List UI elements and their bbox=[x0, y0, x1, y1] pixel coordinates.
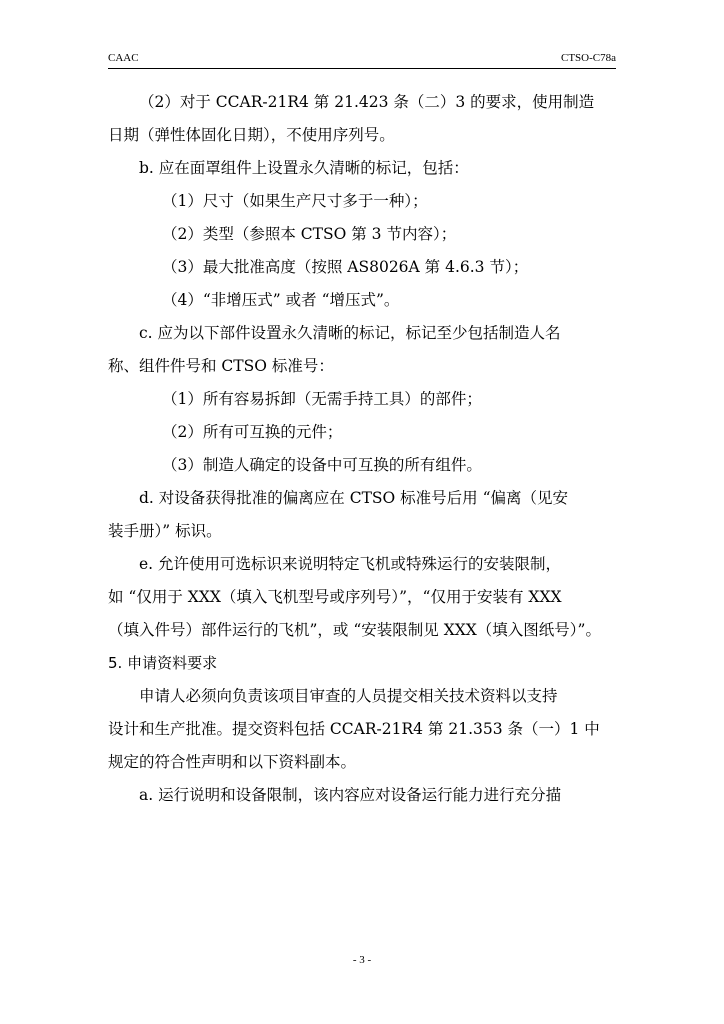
paragraph-line: （2）对于 CCAR-21R4 第 21.423 条（二）3 的要求，使用制造 bbox=[139, 93, 595, 111]
paragraph-line: a. 运行说明和设备限制，该内容应对设备运行能力进行充分描 bbox=[139, 786, 562, 804]
paragraph-line: d. 对设备获得批准的偏离应在 CTSO 标准号后用 “偏离（见安 bbox=[139, 489, 569, 507]
paragraph-line: e. 允许使用可选标识来说明特定飞机或特殊运行的安装限制， bbox=[139, 555, 562, 573]
page-header bbox=[108, 50, 616, 69]
list-item: （1）所有容易拆卸（无需手持工具）的部件； bbox=[162, 390, 482, 408]
document-body bbox=[108, 86, 616, 812]
header-doc-id: CTSO-C78a bbox=[561, 52, 616, 64]
paragraph-line: 装手册）” 标识。 bbox=[108, 522, 222, 540]
header-org: CAAC bbox=[108, 52, 139, 64]
list-item: （3）制造人确定的设备中可互换的所有组件。 bbox=[162, 456, 482, 474]
paragraph-line: c. 应为以下部件设置永久清晰的标记，标记至少包括制造人名 bbox=[139, 324, 561, 342]
paragraph-line: b. 应在面罩组件上设置永久清晰的标记，包括： bbox=[139, 159, 469, 177]
paragraph-line: 如 “仅用于 XXX（填入飞机型号或序列号）”，“仅用于安装有 XXX bbox=[108, 588, 562, 606]
paragraph-line: 设计和生产批准。提交资料包括 CCAR-21R4 第 21.353 条（一）1 中 bbox=[108, 720, 600, 738]
list-item: （4）“非增压式” 或者 “增压式”。 bbox=[162, 291, 400, 309]
page-number: - 3 - bbox=[352, 954, 372, 966]
section-heading: 5. 申请资料要求 bbox=[108, 654, 218, 672]
list-item: （1）尺寸（如果生产尺寸多于一种）； bbox=[162, 192, 428, 210]
paragraph-line: 日期（弹性体固化日期），不使用序列号。 bbox=[108, 126, 395, 144]
list-item: （3）最大批准高度（按照 AS8026A 第 4.6.3 节）； bbox=[162, 258, 529, 276]
paragraph-line: （填入件号）部件运行的飞机”，或 “安装限制见 XXX（填入图纸号）”。 bbox=[108, 621, 601, 639]
paragraph-line: 称、组件件号和 CTSO 标准号： bbox=[108, 357, 334, 375]
list-item: （2）类型（参照本 CTSO 第 3 节内容）； bbox=[162, 225, 457, 243]
list-item: （2）所有可互换的元件； bbox=[162, 423, 343, 441]
paragraph-line: 申请人必须向负责该项目审查的人员提交相关技术资料以支持 bbox=[139, 687, 558, 705]
paragraph-line: 规定的符合性声明和以下资料副本。 bbox=[108, 753, 357, 771]
